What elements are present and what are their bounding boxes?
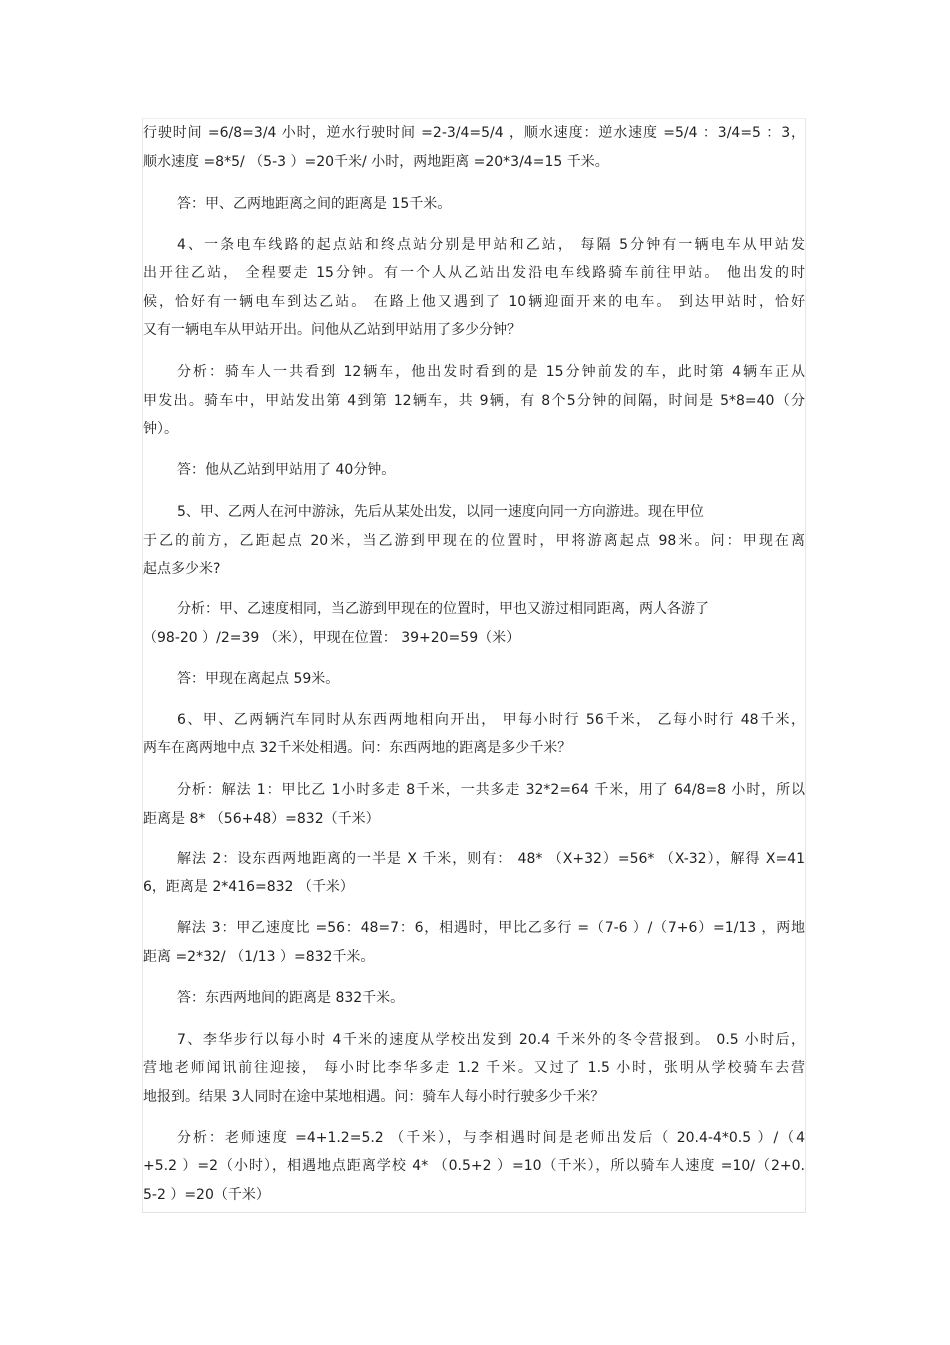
text-line: 行驶时间 =6/8=3/4 小时，逆水行驶时间 =2-3/4=5/4 ，顺水速度：逆水速度 =5/4 ：3/4=5 ：3， <box>143 125 805 141</box>
text-line: 于乙的前方，乙距起点 20米，当乙游到甲现在的位置时，甲将游离起点 98米。问：甲现在离 <box>143 533 805 549</box>
text-line: 分析：骑车人一共看到 12辆车，他出发时看到的是 15分钟前发的车，此时第 4辆车正从 <box>177 364 805 380</box>
text-line: 答：东西两地间的距离是 832千米。 <box>177 990 405 1006</box>
text-line: 7、李华步行以每小时 4千米的速度从学校出发到 20.4 千米外的冬令营报到。 0.5 小时后， <box>177 1032 805 1048</box>
text-line: 分析：老师速度 =4+1.2=5.2 （千米），与李相遇时间是老师出发后（ 20.4-4*0.5 ）/（4 <box>177 1130 805 1146</box>
text-line: 候，恰好有一辆电车到达乙站。 在路上他又遇到了 10辆迎面开来的电车。 到达甲站时，恰好 <box>143 294 805 310</box>
text-line: 距离是 8* （56+48）=832（千米） <box>143 811 380 827</box>
text-line: 起点多少米? <box>143 561 221 577</box>
text-line: 地报到。结果 3人同时在途中某地相遇。问：骑车人每小时行驶多少千米？ <box>143 1089 605 1105</box>
text-line: 两车在离两地中点 32千米处相遇。问：东西两地的距离是多少千米？ <box>143 740 572 756</box>
text-line: 解法 2：设东西两地距离的一半是 X 千米，则有： 48* （X+32）=56* （X-32），解得 X=41 <box>177 851 805 867</box>
text-line: 钟）。 <box>143 421 178 437</box>
text-line: 顺水速度 =8*5/ （5-3 ）=20千米/ 小时，两地距离 =20*3/4=15 千米。 <box>143 154 609 170</box>
text-line: 答：他从乙站到甲站用了 40分钟。 <box>177 462 396 478</box>
text-line: 营地老师闻讯前往迎接， 每小时比李华多走 1.2 千米。又过了 1.5 小时，张明从学校骑车去营 <box>143 1060 805 1076</box>
text-line: +5.2 ）=2（小时），相遇地点距离学校 4* （0.5+2 ）=10（千米），所以骑车人速度 =10/（2+0. <box>143 1158 805 1174</box>
text-line: 出开往乙站， 全程要走 15分钟。有一个人从乙站出发沿电车线路骑车前往甲站。 他出发的时 <box>143 265 805 281</box>
text-line: 距离 =2*32/ （1/13 ）=832千米。 <box>143 949 375 965</box>
text-line: 5-2 ）=20（千米） <box>143 1187 270 1203</box>
text-line: 又有一辆电车从甲站开出。问他从乙站到甲站用了多少分钟？ <box>143 322 521 338</box>
text-line: 甲发出。骑车中，甲站发出第 4到第 12辆车，共 9辆，有 8个5分钟的间隔，时间是 5*8=40（分 <box>143 393 805 409</box>
text-line: 6、甲、乙两辆汽车同时从东西两地相向开出， 甲每小时行 56千米， 乙每小时行 48千米， <box>177 712 805 728</box>
text-line: 答：甲现在离起点 59米。 <box>177 671 340 687</box>
text-line: 4、一条电车线路的起点站和终点站分别是甲站和乙站， 每隔 5分钟有一辆电车从甲站发 <box>177 237 805 253</box>
bottom-rule <box>142 1212 806 1213</box>
text-line: 分析：解法 1：甲比乙 1小时多走 8千米，一共多走 32*2=64 千米，用了 64/8=8 小时，所以 <box>177 782 805 798</box>
text-line: （98-20 ）/2=39 （米），甲现在位置： 39+20=59（米） <box>143 630 521 646</box>
text-line: 解法 3：甲乙速度比 =56：48=7：6，相遇时，甲比乙多行 =（7-6 ）/（7+6）=1/13 ，两地 <box>177 920 805 936</box>
text-line: 答：甲、乙两地距离之间的距离是 15千米。 <box>177 196 452 212</box>
text-line: 分析：甲、乙速度相同，当乙游到甲现在的位置时，甲也又游过相同距离，两人各游了 <box>177 601 709 617</box>
text-line: 5、甲、乙两人在河中游泳，先后从某处出发，以同一速度向同一方向游进。现在甲位 <box>177 504 704 520</box>
text-line: 6，距离是 2*416=832 （千米） <box>143 879 354 895</box>
